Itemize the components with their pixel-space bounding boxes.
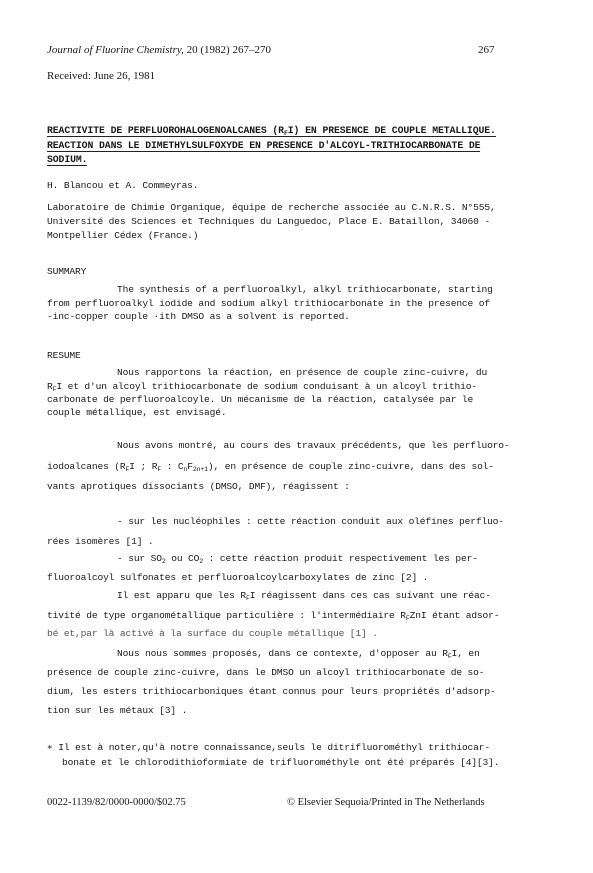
received-date: Received: June 26, 1981 — [47, 70, 156, 82]
resume-line-3: carbonate de perfluoroalcoyle. Un mécanisme de la réaction, catalysée par le — [47, 394, 474, 405]
bullet-1-line-1: - sur les nucléophiles : cette réaction conduit aux oléfines perfluo- — [117, 516, 504, 527]
body-p1-line-3: vants aprotiques dissociants (DMSO, DMF), réagissent : — [47, 481, 350, 492]
body-p3-line-3: dium, les esters trithiocarboniques étant connus pour leurs propriétés d'adsorp- — [47, 686, 496, 697]
resume-line-4: couple métallique, est envisagé. — [47, 407, 227, 418]
body-p3-line-1: Nous nous sommes proposés, dans ce contexte, d'opposer au $R_FI$, en — [117, 648, 480, 660]
footnote-line-2: bonate et le chlorodithioformiate de trifluorométhyle ont été préparés [4][3]. — [62, 757, 500, 768]
title-line-2: REACTION DANS LE DIMETHYLSULFOXYDE EN PRESENCE D'ALCOYL-TRITHIOCARBONATE DE — [47, 140, 481, 151]
resume-heading: RESUME — [47, 350, 81, 361]
title-line-1: REACTIVITE DE PERFLUOROHALOGENOALCANES $(R_FI)$ EN PRESENCE DE COUPLE METALLIQUE. — [47, 125, 496, 137]
summary-heading: SUMMARY — [47, 266, 87, 277]
bullet-2-line-1: - sur $SO_2$ ou $CO_2$ : cette réaction produit respectivement les per- — [117, 553, 478, 565]
issn-code: 0022-1139/82/0000-0000/$02.75 — [47, 797, 186, 808]
affiliation-line-2: Université des Sciences et Techniques du Languedoc, Place E. Bataillon, 34060 - — [47, 216, 490, 227]
page-number: 267 — [478, 44, 495, 56]
title-line-3: SODIUM. — [47, 154, 88, 165]
body-p2-line-1: Il est apparu que les $R_FI$ réagissent dans ces cas suivant une réac- — [117, 590, 491, 602]
journal-citation — [47, 44, 271, 56]
publisher-notice: © Elsevier Sequoia/Printed in The Netherlands — [287, 797, 485, 808]
affiliation-line-1: Laboratoire de Chimie Organique, équipe de recherche associée au C.N.R.S. N°555, — [47, 202, 496, 213]
body-p2-line-2: tivité de type organométallique particulière : l'intermédiaire $R_FZnI$ étant adsor- — [47, 610, 500, 622]
journal-name: Journal of Fluorine Chemistry, — [47, 44, 184, 56]
footnote-line-1: ∗ Il est à noter,qu'à notre connaissance,seuls le ditrifluorométhyl trithiocar- — [47, 742, 490, 753]
body-p3-line-4: tion sur les métaux [3] . — [47, 705, 188, 716]
resume-line-2: $R_FI$ et d'un alcoyl trithiocarbonate de sodium conduisant à un alcoyl trithio- — [47, 381, 477, 393]
authors: H. Blancou et A. Commeyras. — [47, 180, 199, 191]
body-p1-line-1: Nous avons montré, au cours des travaux précédents, que les perfluoro- — [117, 440, 510, 451]
summary-line-3: -inc-copper couple ·ith DMSO as a solvent is reported. — [47, 311, 350, 322]
summary-line-1: The synthesis of a perfluoroalkyl, alkyl trithiocarbonate, starting — [117, 284, 493, 295]
body-p2-line-3: bé et,par là activé à la surface du couple métallique [1] . — [47, 628, 378, 639]
affiliation-line-3: Montpellier Cédex (France.) — [47, 230, 199, 241]
resume-line-1: Nous rapportons la réaction, en présence de couple zinc-cuivre, du — [117, 367, 488, 378]
journal-issue: 20 (1982) 267–270 — [186, 44, 271, 56]
body-p1-line-2: iodoalcanes ($R_FI$ ; $R_F$ : $C_nF_{2n+1}$), en présence de couple zinc-cuivre, dans des sol- — [47, 461, 494, 473]
body-p3-line-2: présence de couple zinc-cuivre, dans le DMSO un alcoyl trithiocarbonate de so- — [47, 667, 485, 678]
summary-line-2: from perfluoroalkyl iodide and sodium alkyl trithiocarbonate in the presence of — [47, 298, 490, 309]
bullet-2-line-2: fluoroalcoyl sulfonates et perfluoroalcoylcarboxylates de zinc [2] . — [47, 572, 429, 583]
bullet-1-line-2: rées isomères [1] . — [47, 536, 154, 547]
